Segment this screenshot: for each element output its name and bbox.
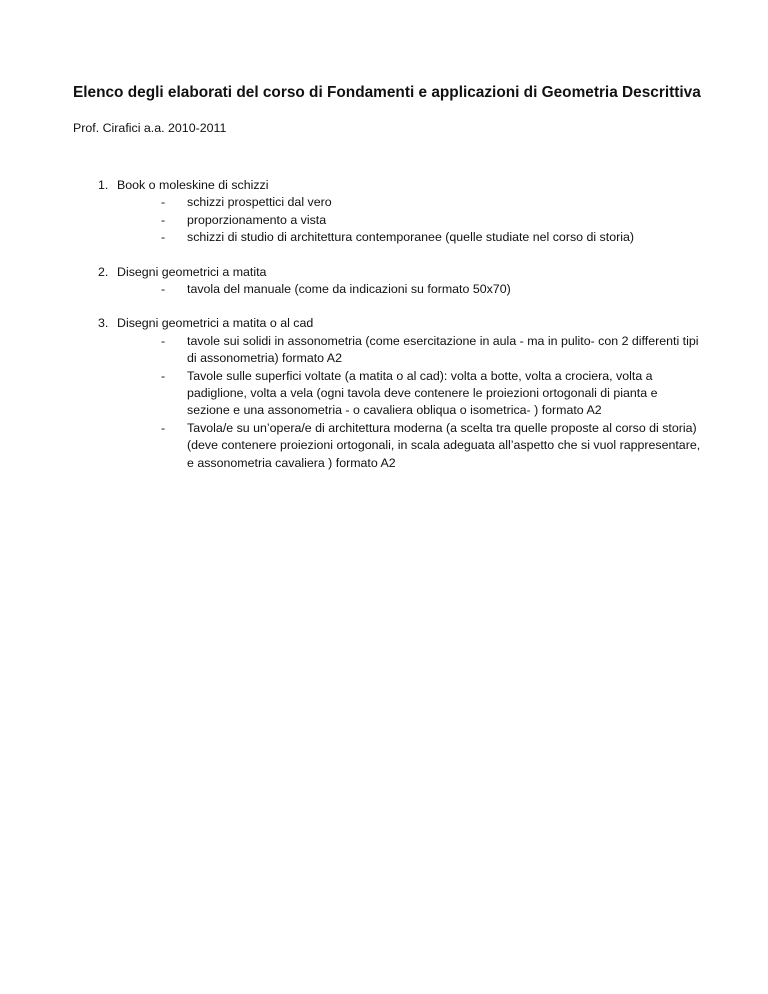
sub-item-text: Tavola/e su un’opera/e di architettura moderna (a scelta tra quelle proposte al corso di storia) — [187, 420, 697, 435]
sub-item-text: tavole sui solidi in assonometria (come esercitazione in aula - ma in pulito- con 2 differenti tipi di assonometria) formato A2 — [187, 333, 699, 366]
list-item-heading — [0, 264, 768, 281]
sub-item-text: tavola del manuale (come da indicazioni su formato 50x70) — [187, 282, 511, 296]
list-item — [0, 177, 768, 247]
sub-item-note: (deve contenere proiezioni ortogonali, in scala adeguata all’aspetto che si vuol rappresentare, e assonometria cavaliera ) formato A2 — [187, 438, 701, 470]
dash-bullet: - — [161, 420, 166, 435]
sub-item — [0, 420, 701, 472]
list-item-text: Book o moleskine di schizzi — [117, 178, 269, 192]
list-item-heading — [0, 177, 768, 194]
dash-bullet: - — [161, 212, 166, 227]
list-item-text: Disegni geometrici a matita o al cad — [117, 316, 314, 331]
list-item-number: 2. — [98, 264, 109, 279]
sub-item — [0, 281, 701, 298]
dash-bullet: - — [161, 333, 166, 348]
sub-item-text: Tavole sulle superfici voltate (a matita o al cad): volta a botte, volta a crociera, volta a padiglione, volta a vela (ogni tavola deve contenere le proiezioni ortogonali di pianta e sezione e una assonometria - o cavaliera obliqua o isometrica- ) formato A2 — [187, 368, 658, 418]
sub-item — [0, 368, 701, 420]
dash-bullet: - — [161, 282, 166, 296]
sub-list — [0, 281, 768, 298]
dash-bullet: - — [161, 368, 166, 383]
sub-item-text: schizzi prospettici dal vero — [187, 195, 332, 210]
sub-item-text: schizzi di studio di architettura contemporanee (quelle studiate nel corso di storia) — [187, 230, 634, 245]
list-item-number: 3. — [98, 316, 109, 331]
document-subtitle: Prof. Cirafici a.a. 2010-2011 — [73, 121, 227, 135]
sub-list — [0, 194, 768, 246]
sub-item-text: proporzionamento a vista — [187, 212, 327, 227]
list-item-number: 1. — [98, 178, 109, 192]
document-title: Elenco degli elaborati del corso di Fondamenti e applicazioni di Geometria Descrittiva — [73, 84, 701, 101]
list-item-text: Disegni geometrici a matita — [117, 264, 267, 279]
list-item-heading — [0, 315, 768, 332]
list-item — [0, 315, 768, 472]
dash-bullet: - — [161, 195, 166, 210]
sub-item — [0, 229, 701, 246]
dash-bullet: - — [161, 230, 166, 245]
list-item — [0, 264, 768, 299]
sub-item — [0, 333, 701, 368]
sub-list — [0, 333, 768, 472]
sub-item — [0, 194, 701, 211]
assignment-list — [0, 177, 768, 489]
sub-item — [0, 212, 701, 229]
